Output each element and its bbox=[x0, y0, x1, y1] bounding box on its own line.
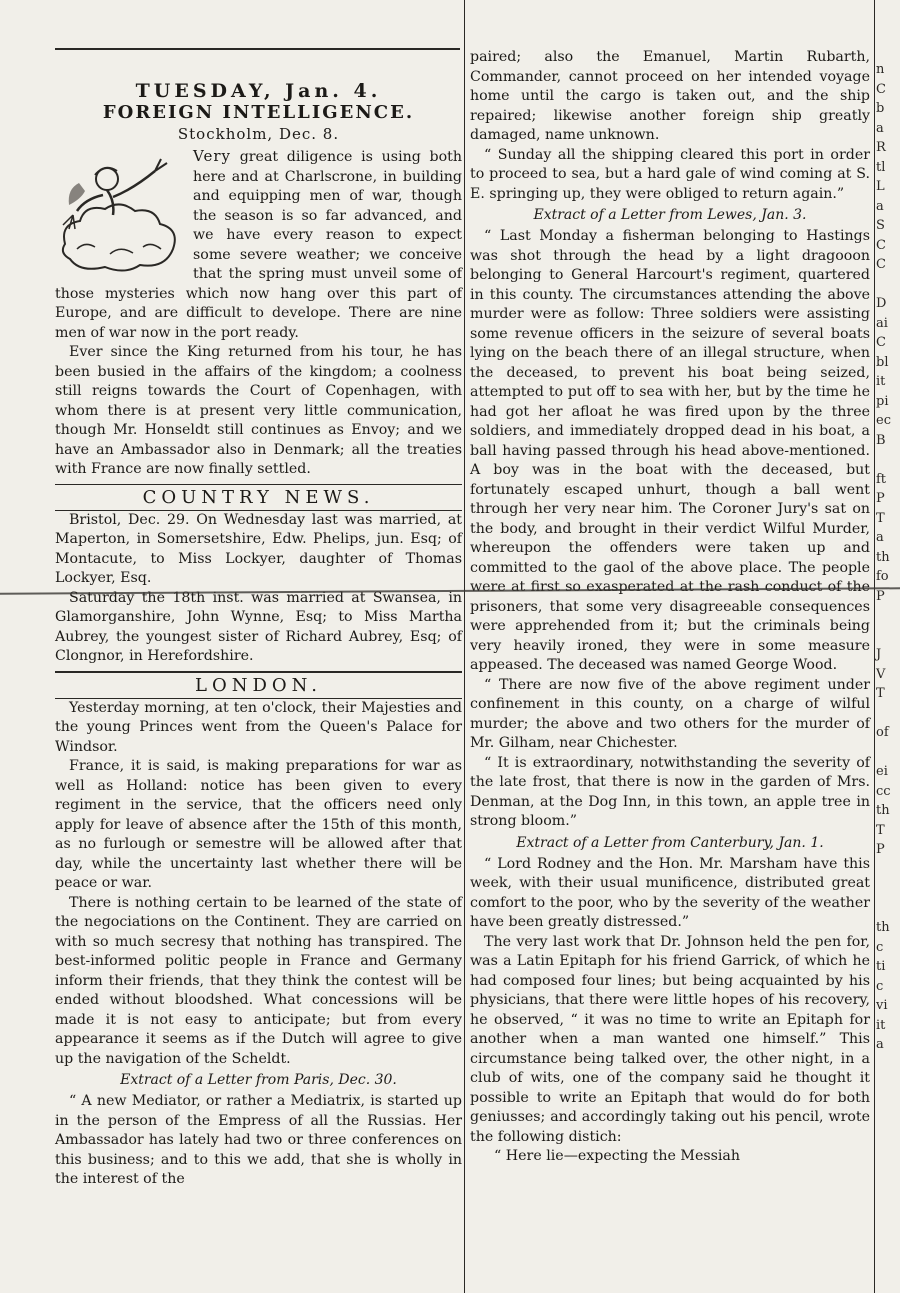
right-column-fragment-line: c bbox=[876, 978, 884, 994]
column-rule-right bbox=[874, 0, 875, 1293]
right-column-fragment-line: R bbox=[876, 140, 886, 155]
right-column-fragment-line bbox=[876, 606, 900, 626]
right-column-fragment-line: fo bbox=[876, 569, 889, 584]
country-news-heading: COUNTRY NEWS. bbox=[55, 484, 462, 511]
right-column-fragment-line: P bbox=[876, 588, 885, 604]
right-column-fragment-line: th bbox=[876, 803, 890, 818]
shipping-paragraph: “ Sunday all the shipping cleared this port in order to proceed to sea, but a hard gale of wind coming at S. E. springing up, they were obliged to return again.” bbox=[470, 146, 870, 202]
right-column-fragment-line: ft bbox=[876, 471, 887, 487]
right-column-fragment-line: c bbox=[876, 939, 884, 955]
right-column-fragment-line: a bbox=[876, 530, 884, 545]
right-column-fragment-line: th bbox=[876, 920, 890, 935]
right-column-fragment-line: S bbox=[876, 218, 885, 233]
right-column-fragment-line: n bbox=[876, 62, 885, 77]
cherub-on-cloud-ornament bbox=[55, 149, 185, 277]
left-column bbox=[55, 80, 462, 1190]
right-column-fragment-line bbox=[876, 626, 900, 646]
right-column-fragment bbox=[876, 60, 900, 1055]
london-paragraph-3: There is nothing certain to be learned of the state of the negociations on the Continent. They are carried on with so much secresy that nothing has transpired. The best-informed politic people in France and Germany inform their friends, that they think the contest will be ended without bloodshed. What concessions will be made it is not easy to anticipate; but from every appearance it seems as if the Dutch will agree to give up the navigation of the Scheldt. bbox=[55, 894, 462, 1067]
issue-day-heading: TUESDAY, Jan. 4. bbox=[135, 80, 382, 102]
right-column-fragment-line: T bbox=[876, 686, 885, 701]
right-column-letters bbox=[876, 60, 900, 1055]
right-column-fragment-line: cc bbox=[876, 783, 891, 799]
right-column-fragment-line bbox=[876, 704, 900, 724]
right-column-fragment-line: ei bbox=[876, 764, 888, 779]
right-column-fragment-line: T bbox=[876, 510, 885, 526]
right-column-fragment-line: ti bbox=[876, 959, 886, 974]
right-column-fragment-line: a bbox=[876, 198, 884, 214]
column-rule-left bbox=[464, 0, 465, 1293]
right-column-fragment-line: a bbox=[876, 120, 884, 136]
johnson-epitaph-paragraph: The very last work that Dr. Johnson held the pen for, was a Latin Epitaph for his friend Garrick, of which he had composed four lines; but being acquainted by his physicians, that there were little hopes of his recovery, he observed, “ it was no time to write an Epitaph for another when a man wanted one himself.” This circumstance being talked over, the other night, in a club of wits, one of the company said he thought it possible to write an Epitaph that would do for both geniusses; and accordingly taking out his pencil, wrote the following distich: bbox=[470, 933, 870, 1145]
bristol-marriage-paragraph: Bristol, Dec. 29. On Wednesday last was married, at Maperton, in Somersetshire, Edw. Phelips, jun. Esq; of Montacute, to Miss Lockyer, daughter of Thomas Lockyer, Esq. bbox=[55, 511, 462, 586]
right-column-fragment-line: C bbox=[876, 81, 886, 97]
canterbury-paragraph: “ Lord Rodney and the Hon. Mr. Marsham have this week, with their usual munificence, distributed great comfort to the poor, who by the severity of the weather have been greatly distressed.” bbox=[470, 855, 870, 930]
paris-letter-heading: Extract of a Letter from Paris, Dec. 30. bbox=[120, 1072, 397, 1088]
right-column-fragment-line: L bbox=[876, 179, 885, 194]
right-column-fragment-line bbox=[876, 450, 900, 470]
lewes-paragraph-1: “ Last Monday a fisherman belonging to Hastings was shot through the head by a light dragooon belonging to General Harcourt's regiment, quartered in this county. The circumstances attending the above murder were as follow: Three soldiers were assisting some revenue officers in the seizure of several boats lying on the beach there of an illegal structure, when the deceased, to prevent his boat being seized, attempted to put off to sea with her, but by the time he had got her afloat he was fired upon by the three soldiers, and immediately dropped dead in his boat, a ball having passed through his head above-mentioned. A boy was in the boat with the deceased, but fortunately escaped unhurt, though a ball went through her very near him. The Coroner Jury's sat on the body, and brought in their verdict Wilful Murder, whereupon the offenders were taken up and committed to the gaol of the above place. The people were at first so exasperated at the rash conduct of the prisoners, that some very disagreeable consequences were apprehended from it; but the criminals being very heavily ironed, they were in some measure appeased. The deceased was named George Wood. bbox=[470, 228, 870, 673]
lewes-letter-heading: Extract of a Letter from Lewes, Jan. 3. bbox=[533, 207, 807, 223]
ships-paragraph: paired; also the Emanuel, Martin Rubarth, Commander, cannot proceed on her intended voyage home until the cargo is taken out, and the ship repaired; likewise another foreign ship greatly damaged, name unknown. bbox=[470, 49, 870, 143]
middle-column bbox=[470, 48, 870, 1167]
right-column-fragment-line bbox=[876, 879, 900, 899]
right-column-fragment-line: pi bbox=[876, 393, 889, 409]
london-heading: LONDON. bbox=[55, 671, 462, 699]
right-column-fragment-line bbox=[876, 743, 900, 763]
right-column-fragment-line: J bbox=[876, 647, 882, 662]
lewes-paragraph-3: “ It is extraordinary, notwithstanding the severity of the late frost, that there is now in the garden of Mrs. Denman, at the Dog Inn, in this town, an apple tree in strong bloom.” bbox=[470, 754, 870, 829]
right-column-fragment-line: D bbox=[876, 296, 887, 311]
right-column-fragment-line: b bbox=[876, 101, 885, 116]
canterbury-letter-heading: Extract of a Letter from Canterbury, Jan. 1. bbox=[516, 834, 824, 851]
london-paragraph-1: Yesterday morning, at ten o'clock, their Majesties and the young Princes went from the Queen's Palace for Windsor. bbox=[55, 699, 462, 755]
stockholm-paragraph-2: Ever since the King returned from his tour, he has been busied in the affairs of the kingdom; a coolness still reigns towards the Court of Copenhagen, with whom there is at present very little communication, though Mr. Honseldt still continues as Envoy; and we have an Ambassador also in Denmark; all the treaties with France are now finally settled. bbox=[55, 344, 462, 477]
right-column-fragment-line: B bbox=[876, 432, 886, 448]
top-rule bbox=[55, 48, 460, 50]
stockholm-dropcap: Very bbox=[193, 147, 231, 165]
right-column-fragment-line: th bbox=[876, 549, 890, 565]
epitaph-line: “ Here lie—expecting the Messiah bbox=[494, 1148, 741, 1164]
right-column-fragment-line: C bbox=[876, 257, 886, 272]
right-column-fragment-line: V bbox=[876, 666, 886, 682]
right-column-fragment-line bbox=[876, 860, 900, 880]
right-column-fragment-line: bl bbox=[876, 354, 889, 370]
stockholm-dateline: Stockholm, Dec. 8. bbox=[177, 125, 340, 143]
stockholm-paragraph-1-text: great diligence is using both here and at Charlscrone, in building and equipping men of war, though the season is so far advanced, and we have every reason to expect some severe weather; we conceive that the spring must unveil some of those mysteries which now hang over this part of Europe, and are difficult to develope. There are nine men of war now in the port ready. bbox=[55, 149, 462, 341]
foreign-intelligence-heading: FOREIGN INTELLIGENCE. bbox=[102, 102, 415, 123]
right-column-fragment-line: P bbox=[876, 491, 885, 506]
right-column-fragment-line: of bbox=[876, 725, 889, 740]
right-column-fragment-line: P bbox=[876, 842, 885, 857]
right-column-fragment-line bbox=[876, 899, 900, 919]
right-column-fragment-line: it bbox=[876, 374, 886, 389]
lewes-paragraph-2: “ There are now five of the above regiment under confinement in this county, on a charge of wilful murder; the above and two others for the murder of Mr. Gilham, near Chichester. bbox=[470, 676, 870, 751]
right-column-fragment-line: vi bbox=[876, 998, 888, 1013]
right-column-fragment-line: tl bbox=[876, 159, 886, 175]
right-column-fragment-line: ai bbox=[876, 315, 888, 331]
right-column-fragment-line: C bbox=[876, 335, 886, 350]
right-column-fragment-line bbox=[876, 275, 900, 295]
right-column-fragment-line: C bbox=[876, 237, 886, 253]
right-column-fragment-line: it bbox=[876, 1017, 886, 1033]
right-column-fragment-line: T bbox=[876, 822, 885, 838]
right-column-fragment-line: ec bbox=[876, 413, 891, 428]
paris-letter-paragraph: “ A new Mediator, or rather a Mediatrix, is started up in the person of the Empress of all the Russias. Her Ambassador has lately had two or three conferences on this business; and to this we add, that she is wholly in the interest of the bbox=[55, 1093, 462, 1187]
right-column-fragment-line: a bbox=[876, 1037, 884, 1052]
london-paragraph-2: France, it is said, is making preparations for war as well as Holland: notice has been given to every regiment in the service, that the officers need only apply for leave of absence after the 15th of this month, as no furlough or semestre will be allowed after that day, while the uncertainty last whether there will be peace or war. bbox=[55, 758, 462, 891]
swansea-marriage-paragraph: Saturday the 18th inst. was married at Swansea, in Glamorganshire, John Wynne, Esq; to Miss Martha Aubrey, the youngest sister of Richard Aubrey, Esq; of Clongnor, in Herefordshire. bbox=[55, 589, 462, 664]
